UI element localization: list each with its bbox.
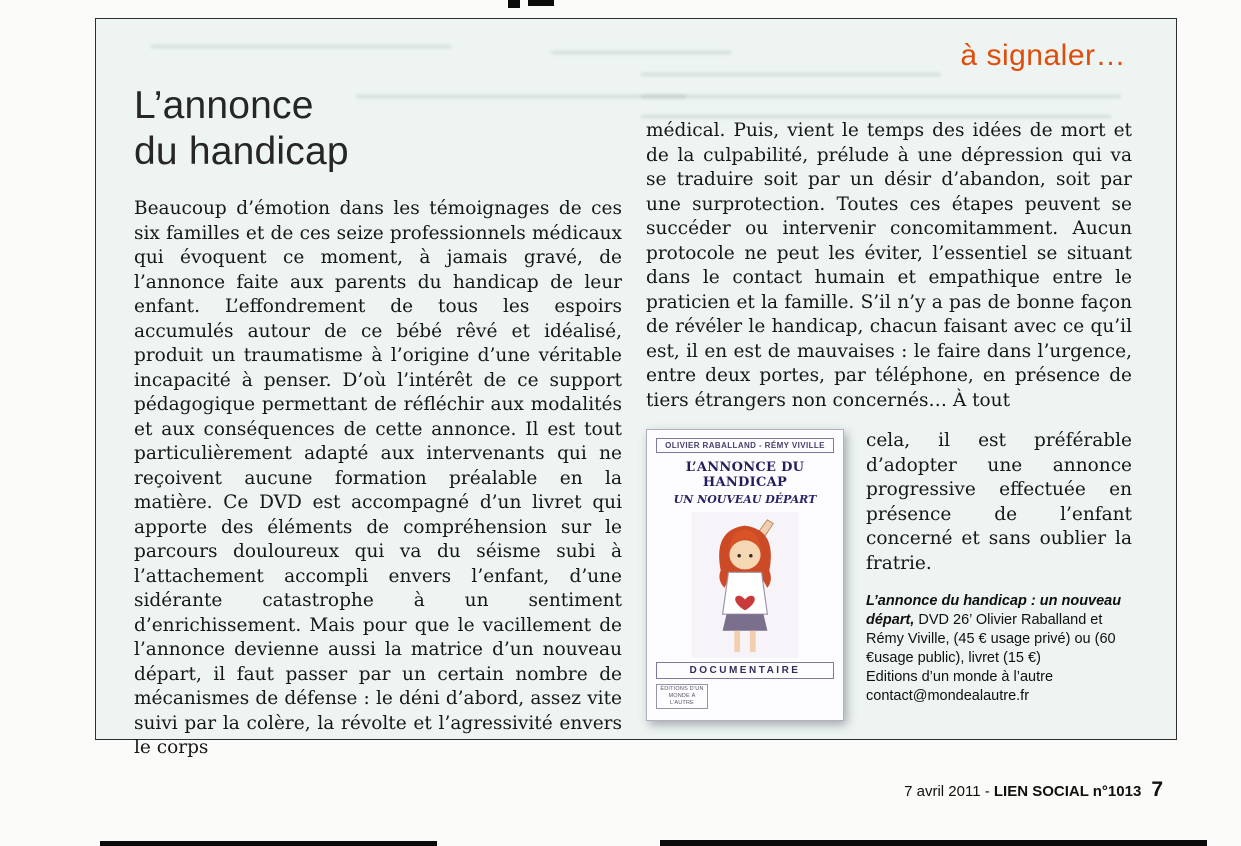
dvd-caption-title: L’annonce du handicap : un nouveau départ, bbox=[866, 593, 1122, 628]
article-frame bbox=[95, 18, 1177, 758]
article-title-line2: du handicap bbox=[134, 130, 349, 173]
left-column bbox=[134, 197, 622, 761]
dvd-caption-publisher: Editions d’un monde à l’autre bbox=[866, 669, 1054, 685]
scan-bleedthrough-line bbox=[641, 95, 1121, 98]
scan-bar-bottom-left bbox=[100, 841, 437, 846]
scan-bleedthrough-line bbox=[551, 51, 731, 54]
dvd-cover-image bbox=[646, 429, 844, 721]
footer-journal-name: LIEN SOCIAL n°1013 bbox=[993, 783, 1142, 800]
scan-mark-top bbox=[508, 0, 520, 8]
dvd-cover-illustration bbox=[691, 512, 799, 658]
footer-date: 7 avril 2011 - bbox=[904, 783, 994, 800]
scan-bleedthrough-line bbox=[151, 45, 451, 48]
scan-mark-top bbox=[528, 0, 554, 6]
dvd-section bbox=[646, 429, 1132, 721]
dvd-cover-title: L’ANNONCE DU HANDICAP bbox=[685, 460, 805, 490]
article-title bbox=[134, 83, 349, 175]
dvd-cover-subtitle: UN NOUVEAU DÉPART bbox=[673, 493, 817, 506]
dvd-caption-details: DVD 26’ Olivier Raballand et Rémy Viville, (45 € usage privé) ou (60 €usage public), livret (15 €) bbox=[866, 612, 1116, 666]
article-body-right-top: médical. Puis, vient le temps des idées de mort et de la culpabilité, prélude à une dépression qui va se traduire soit par un désir d’abandon, soit par une surprotection. Toutes ces étapes peuvent se succéder ou intervenir concomitamment. Aucun protocole ne peut les éviter, l’essentiel se situant dans le contact humain et empathique entre le praticien et la famille. S’il n’y a pas de bonne façon de révéler le handicap, chacun faisant avec ce qu’il est, il en est de mauvaises : le faire dans l’urgence, entre deux portes, par téléphone, en présence de tiers étrangers non concernés… À tout bbox=[646, 120, 1132, 411]
footer-page-number: 7 bbox=[1151, 778, 1163, 801]
scan-bleedthrough-line bbox=[356, 95, 686, 98]
scan-bleedthrough-line bbox=[641, 115, 1111, 118]
beside-cover-block bbox=[866, 429, 1132, 721]
dvd-cover-genre: DOCUMENTAIRE bbox=[656, 662, 834, 679]
section-rubric: à signaler… bbox=[960, 39, 1126, 72]
dvd-cover-authors: OLIVIER RABALLAND - RÉMY VIVILLE bbox=[656, 438, 834, 453]
dvd-caption-email: contact@mondealautre.fr bbox=[866, 688, 1030, 704]
article-body-left: Beaucoup d’émotion dans les témoignages de ces six familles et de ces seize professionnels médicaux qui évoquent ce moment, à jamais gravé, de l’annonce faite aux parents du handicap de leur enfant. L’effondrement de tous les espoirs accumulés autour de ce bébé rêvé et idéalisé, produit un traumatisme à l’origine d’une véritable incapacité à penser. D’où l’intérêt de ce support pédagogique permettant de réfléchir aux modalités et aux conséquences de cette annonce. Il est tout particulièrement adapté aux intervenants qui ne reçoivent aucune formation préalable en la matière. Ce DVD est accompagné d’un livret qui apporte des éléments de compréhension sur le parcours douloureux qui va du séisme subi à l’attachement accompli envers l’enfant, d’une sidérante catastrophe à un sentiment d’enrichissement. Mais pour que le vacillement de l’annonce devienne aussi la matrice d’un nouveau départ, il faut passer par un certain nombre de mécanismes de défense : le déni d’abord, assez vite suivi par la colère, la révolte et l’agressivité envers le corps bbox=[134, 198, 622, 758]
article-title-line1: L’annonce bbox=[134, 84, 314, 127]
scan-bleedthrough-line bbox=[641, 73, 941, 76]
article-body-right-wrap: cela, il est préférable d’adopter une annonce progressive effectuée en présence de l’enfant concerné et sans oublier la fratrie. bbox=[866, 430, 1132, 574]
dvd-caption-text bbox=[866, 592, 1132, 668]
dvd-cover-publisher-logo: ÉDITIONS D’UN MONDE À L’AUTRE bbox=[656, 684, 708, 709]
dvd-caption bbox=[866, 592, 1132, 706]
right-column bbox=[646, 119, 1132, 721]
page-footer bbox=[0, 778, 1163, 802]
scan-bar-bottom-right bbox=[660, 840, 1207, 846]
